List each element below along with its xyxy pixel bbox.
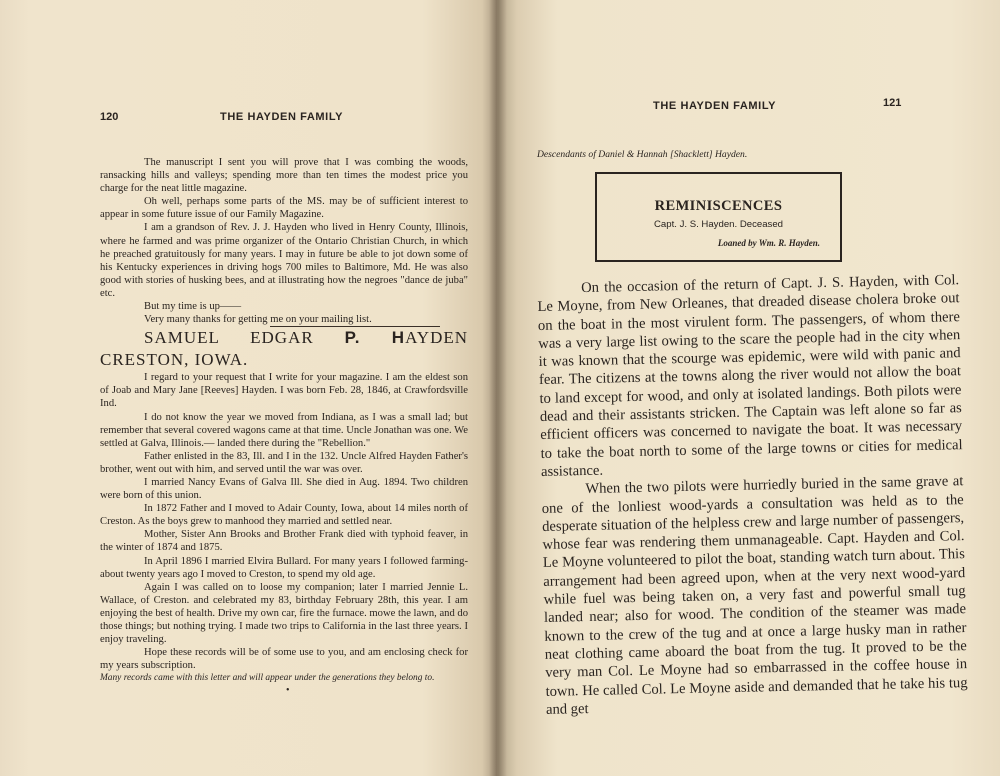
page-number: 121	[883, 97, 902, 109]
paragraph: In 1872 Father and I moved to Adair County, Iowa, about 14 miles north of Creston. As the boys grew to manhood they married and settled near.	[100, 503, 468, 528]
heading-initial: E	[250, 328, 262, 348]
paragraph: Mother, Sister Ann Brooks and Brother Frank died with typhoid feaver, in the winter of 1874 and 1875.	[100, 529, 468, 554]
left-body-text	[100, 156, 468, 684]
heading-text: AYDEN	[405, 328, 469, 348]
box-loaned: Loaned by Wm. R. Hayden.	[717, 238, 820, 248]
reminiscences-box	[595, 172, 842, 262]
print-mark: •	[286, 685, 290, 696]
heading-initial: H	[391, 328, 406, 348]
paragraph: On the occasion of the return of Capt. J. S. Hayden, with Col. Le Moyne, from New Orleanes, that dreaded disease cholera broke out on the boat in the most virulent form. The passengers, of whom there was a very large list owing to the scare the people had in the city when it was known that the scourge was epidemic, were wild with panic and fear. The citizens at the towns along the river would not allow the boat to land except for wood, and only at isolated landings. Both pilots were dead and their assistants stricken. The Captain was left alone so far as efficient officers was concerned to navigate the boat. It was necessary to take the boat north to some of the large towns or cities for medical assistance.	[537, 272, 963, 480]
heading-text: AMUEL	[154, 328, 251, 348]
left-page	[0, 0, 497, 776]
right-page	[497, 0, 1000, 776]
descendants-line: Descendants of Daniel & Hannah [Shacklett] Hayden.	[537, 149, 748, 160]
footnote: Many records came with this letter and will appear under the generations they belong to.	[100, 673, 435, 684]
heading-initial: P.	[344, 328, 392, 348]
box-subtitle: Capt. J. S. Hayden. Deceased	[653, 219, 784, 230]
paragraph: Father enlisted in the 83, Ill. and I in the 132. Uncle Alfred Hayden Father's brother, went out with him, and served until the war was over.	[100, 450, 468, 475]
heading-text: DGAR	[261, 328, 345, 348]
heading-initial: S	[144, 328, 155, 348]
heading-place: CRESTON, IOWA.	[100, 350, 249, 370]
paragraph: The manuscript I sent you will prove that I was combing the woods, ransacking hills and valleys; spending more than ten times the modest price you charge for the neat little magazine.	[100, 157, 468, 195]
book-gutter	[489, 0, 507, 776]
right-body-text	[537, 271, 968, 719]
paragraph: Very many thanks for getting me on your mailing list.	[144, 314, 372, 326]
page-number: 120	[100, 111, 119, 123]
box-title: REMINISCENCES	[654, 198, 783, 214]
paragraph: But my time is up——	[144, 301, 242, 313]
running-head: THE HAYDEN FAMILY	[220, 111, 344, 123]
running-head: THE HAYDEN FAMILY	[653, 100, 777, 112]
paragraph: I married Nancy Evans of Galva Ill. She died in Aug. 1894. Two children were born of this union.	[100, 476, 468, 502]
paragraph: Again I was called on to loose my companion; later I married Jennie L. Wallace, of Creston. and celebrated my 83, birthday February 28th, this year. I am enjoying the best of health. Drive my own car, fire the furnace. mowe the lawn, and do those things; but nothing trying. I made two trips to California in the last three years. I enjoy traveling.	[100, 581, 468, 646]
paragraph: I am a grandson of Rev. J. J. Hayden who lived in Henry County, Illinois, where he farmed and was prime organizer of the Ontario Christian Church, in which he preached gratuitously for many years. I may in future be able to jot down some of his Kentucky experiences in driving hogs 700 miles to Baltimore, Md. He was also good with stories of husking bees, and at illustrating how the negroes "dance de juba" etc.	[100, 222, 468, 299]
paragraph: Oh well, perhaps some parts of the MS. may be of sufficient interest to appear in some future issue of our Family Magazine.	[100, 196, 468, 221]
paragraph: Hope these records will be of some use to you, and am enclosing check for my years subscription.	[100, 647, 468, 672]
paragraph: When the two pilots were hurriedly buried in the same grave at one of the lonliest wood-yards a consultation was held as to the desperate situation of the helpless crew and large number of passengers, whose fear was rendering them unmanageable. Capt. Hayden and Col. Le Moyne volunteered to pilot the boat, standing watch turn about. This arrangement had been agreed upon, when at the very next wood-yard while fuel was being taken on, a very fast and powerful small tug landed near; also for wood. The condition of the steamer was made known to the crew of the tug and at once a large husky man in rather neat clothing came aboard the boat from the tug. It proved to be the very man Col. Le Moyne had so embarrassed in the coffee house in town. He called Col. Le Moyne aside and demanded that he take his tug and get	[541, 473, 968, 718]
paragraph: I do not know the year we moved from Indiana, as I was a small lad; but remember that several covered wagons came at that time. Uncle Jonathan was one. We settled at Galva, Illinois.— landed there during the "Rebellion."	[100, 411, 468, 449]
paragraph: In April 1896 I married Elvira Bullard. For many years I followed farming- about twenty years ago I moved to Creston, to spend my old age.	[100, 555, 468, 580]
section-heading	[100, 327, 468, 371]
paragraph: I regard to your request that I write for your magazine. I am the eldest son of Joab and Mary Jane [Reeves] Hayden. I was born Feb. 28, 1846, at Crawfordsville Ind.	[100, 372, 468, 410]
